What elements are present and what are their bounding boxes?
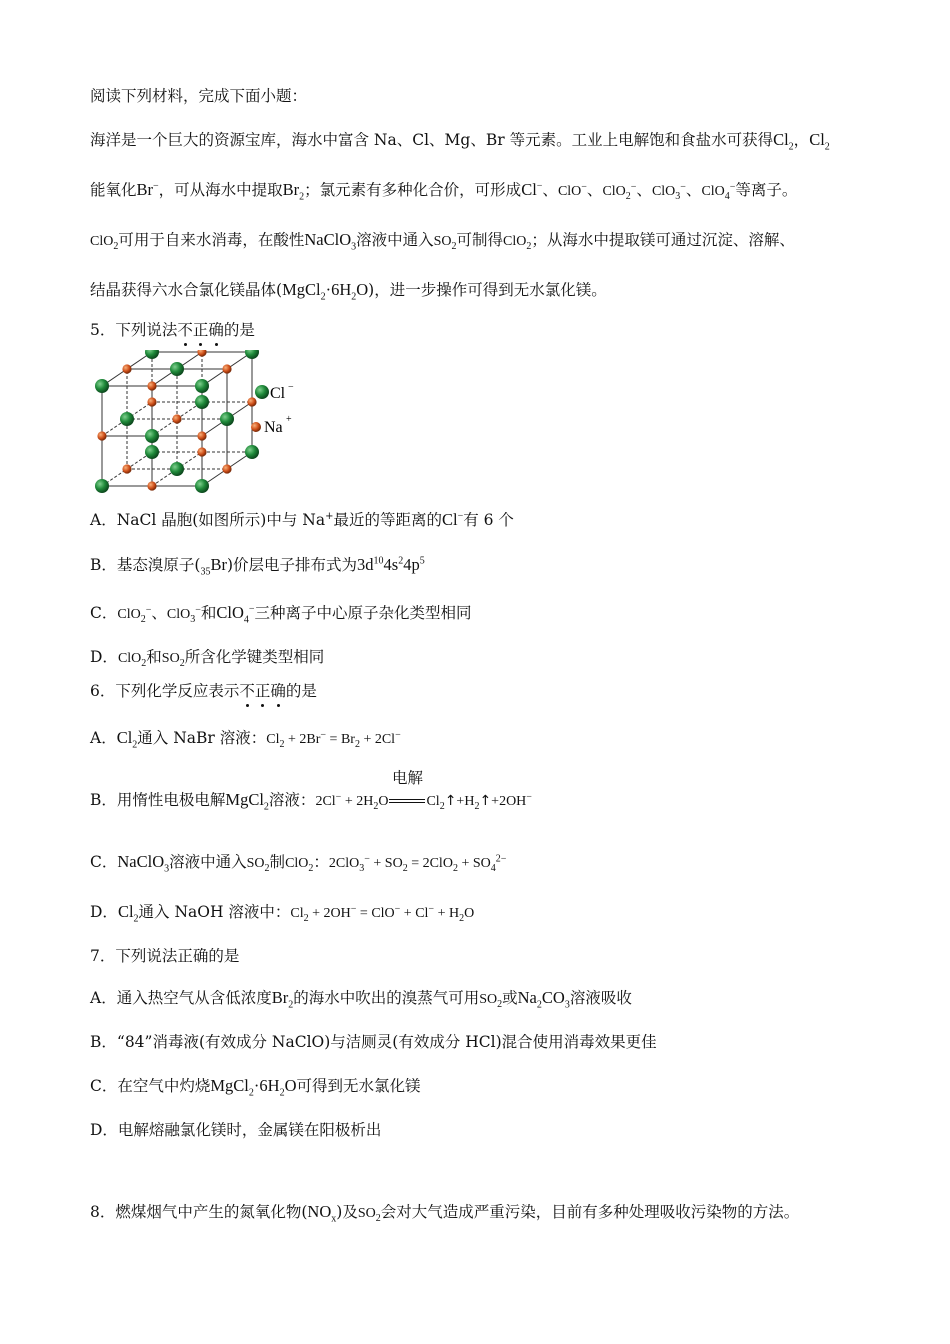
na-ion	[97, 431, 106, 440]
cl-ion	[245, 445, 259, 459]
intro-line-2: 能氧化Br−，可从海水中提取$Br_2$；氯元素有多种化合价，可形成Cl−、ClO−、ClO$_2$−、ClO$_3$−、ClO$_4$−等离子。	[90, 180, 798, 203]
cl-ion	[145, 429, 159, 443]
cl-ion	[220, 412, 234, 426]
intro-line-1: 海洋是一个巨大的资源宝库，海水中富含 Na、Cl、Mg、Br 等元素。工业上电解饱和食盐水可获得$Cl_2$，$Cl_2$	[90, 130, 830, 153]
na-ion	[122, 464, 131, 473]
na-ion	[122, 364, 131, 373]
na-ion	[247, 397, 256, 406]
legend-cl-marker	[255, 385, 269, 399]
na-ion	[197, 447, 206, 456]
q5-option-c: C．ClO$_2$−、ClO$_3$−和ClO$_4$−三种离子中心原子杂化类型相同	[90, 603, 472, 626]
q6-stem: 6．下列化学反应表示不正确的是	[90, 682, 317, 700]
na-ion	[147, 397, 156, 406]
legend-na-marker	[251, 422, 261, 432]
nacl-unit-cell-diagram	[92, 350, 312, 500]
cl-ion	[170, 362, 184, 376]
na-ion	[222, 464, 231, 473]
cl-ion	[195, 395, 209, 409]
q6-option-b: B．用惰性电极电解MgCl$_2$溶液：$2Cl^- + 2H_2O$ 电解 $Cl_2↑+H_2↑+2OH^-$	[90, 769, 532, 813]
q7-option-b: B．“84”消毒液(有效成分 NaClO)与洁厕灵(有效成分 HCl)混合使用消毒效果更佳	[90, 1033, 657, 1051]
cl-ion	[195, 479, 209, 493]
legend-na-label: Na	[264, 419, 283, 436]
na-ion	[147, 481, 156, 490]
q5-option-d: D．ClO$_2$和$SO_2$所含化学键类型相同	[90, 648, 325, 669]
legend-na-charge: +	[286, 414, 292, 425]
cl-ion	[145, 350, 159, 359]
cl-ion	[145, 445, 159, 459]
na-ion	[197, 431, 206, 440]
legend-na	[251, 414, 292, 436]
na-ion	[197, 350, 206, 357]
intro-heading: 阅读下列材料，完成下面小题：	[90, 87, 308, 105]
intro-line-3: ClO$_2$可用于自来水消毒，在酸性NaClO$_3$溶液中通入$SO_2$可制得ClO$_2$；从海水中提取镁可通过沉淀、溶解、	[90, 230, 795, 253]
cl-ion	[245, 350, 259, 359]
q6-option-d: D．$Cl_2$通入 NaOH 溶液中：$Cl_2 + 2OH^- = ClO^- + Cl^- + H_2O$	[90, 902, 475, 925]
legend-cl-label: Cl	[270, 385, 286, 402]
q7-stem: 7．下列说法正确的是	[90, 947, 240, 965]
q7-option-d: D．电解熔融氯化镁时，金属镁在阳极析出	[90, 1121, 382, 1139]
legend-cl-charge: −	[288, 382, 294, 393]
cl-ion	[95, 379, 109, 393]
legend-cl	[255, 382, 294, 402]
q7-option-a: A．通入热空气从含低浓度$Br_2$的海水中吹出的溴蒸气可用$SO_2$或$Na_2CO_3$溶液吸收	[90, 988, 632, 1011]
cl-ion	[170, 462, 184, 476]
q6-option-a: A．$Cl_2$通入 NaBr 溶液：$Cl_2 + 2Br^- = Br_2 + 2Cl^-$	[90, 728, 401, 751]
cl-ion	[120, 412, 134, 426]
q5-option-a: A．NaCl 晶胞(如图所示)中与 Na+最近的等距离的Cl−有 6 个	[90, 510, 514, 529]
cl-ion	[95, 479, 109, 493]
na-ion	[147, 381, 156, 390]
q5-stem: 5．下列说法不正确的是	[90, 321, 255, 339]
q8-stem: 8．燃煤烟气中产生的氮氧化物$(NO_x)$及$SO_2$会对大气造成严重污染，目前有多种处理吸收污染物的方法。	[90, 1202, 800, 1225]
na-ion	[222, 364, 231, 373]
cl-ion	[195, 379, 209, 393]
na-ion	[172, 414, 181, 423]
q7-option-c: C．在空气中灼烧$MgCl_2\cdot 6H_2O$可得到无水氯化镁	[90, 1076, 421, 1099]
intro-line-4: 结晶获得六水合氯化镁晶体$(MgCl_2\cdot 6H_2O)$，进一步操作可得到无水氯化镁。	[90, 280, 607, 303]
q6-option-c: C．NaClO$_3$溶液中通入$SO_2$制ClO$_2$：$2ClO_3^- + SO_2 = 2ClO_2 + SO_4^{2-}$	[90, 852, 507, 875]
q5-option-b: B．基态溴原子$(_{35}Br)$价层电子排布式为$3d^{10}4s^24p^5$	[90, 555, 425, 578]
